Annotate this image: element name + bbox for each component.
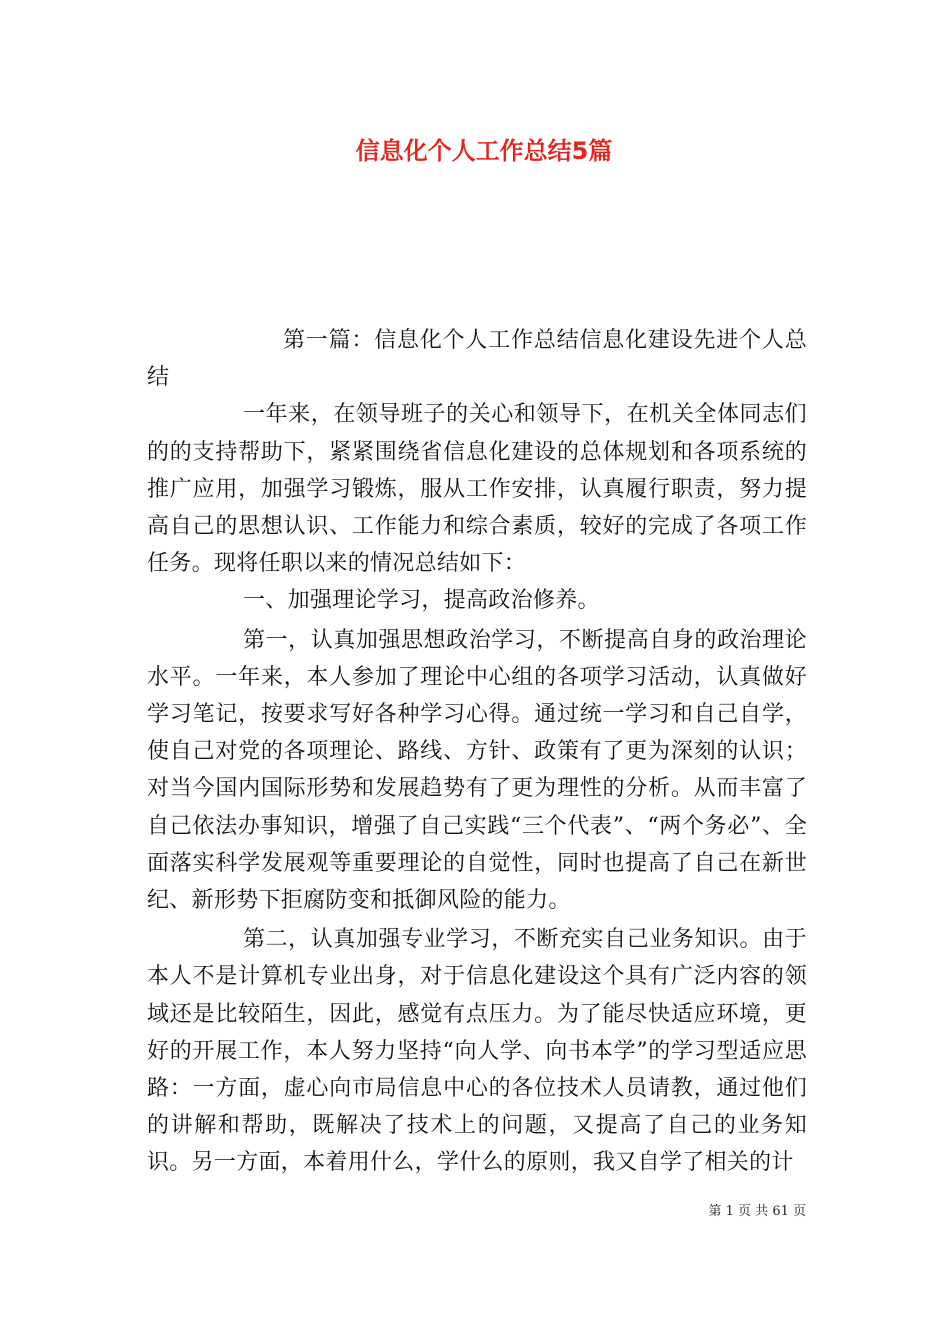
section-heading: 一、加强理论学习，提高政治修养。 [243, 588, 600, 614]
document-title: 信息化个人工作总结5篇 [355, 137, 613, 165]
intro-paragraph: 一年来，在领导班子的关心和领导下，在机关全体同志们的的支持帮助下，紧紧围绕省信息化建设的总体规划和各项系统的推广应用，加强学习锻炼，服从工作安排，认真履行职责，努力提高自己的思想认识、工作能力和综合素质，较好的完成了各项工作任务。现将任职以来的情况总结如下： [147, 402, 807, 577]
section-title-paragraph: 第一篇：信息化个人工作总结信息化建设先进个人总结 [147, 328, 807, 391]
page-number-footer: 第 1 页 共 61 页 [708, 1204, 806, 1219]
body-paragraph-second: 第二，认真加强专业学习，不断充实自己业务知识。由于本人不是计算机专业出身，对于信息化建设这个具有广泛内容的领域还是比较陌生，因此，感觉有点压力。为了能尽快适应环境，更好的开展工作，本人努力坚持“向人学、向书本学”的学习型适应思路：一方面，虚心向市局信息中心的各位技术人员请教，通过他们的讲解和帮助，既解决了技术上的问题，又提高了自己的业务知识。另一方面，本着用什么，学什么的原则，我又自学了相关的计 [147, 927, 807, 1176]
document-body [147, 322, 807, 1182]
body-paragraph-first: 第一，认真加强思想政治学习，不断提高自身的政治理论水平。一年来，本人参加了理论中心组的各项学习活动，认真做好学习笔记，按要求写好各种学习心得。通过统一学习和自己自学，使自己对党的各项理论、路线、方针、政策有了更为深刻的认识；对当今国内国际形势和发展趋势有了更为理性的分析。从而丰富了自己依法办事知识，增强了自己实践“三个代表”、“两个务必”、全面落实科学发展观等重要理论的自觉性，同时也提高了自己在新世纪、新形势下拒腐防变和抵御风险的能力。 [147, 627, 807, 914]
